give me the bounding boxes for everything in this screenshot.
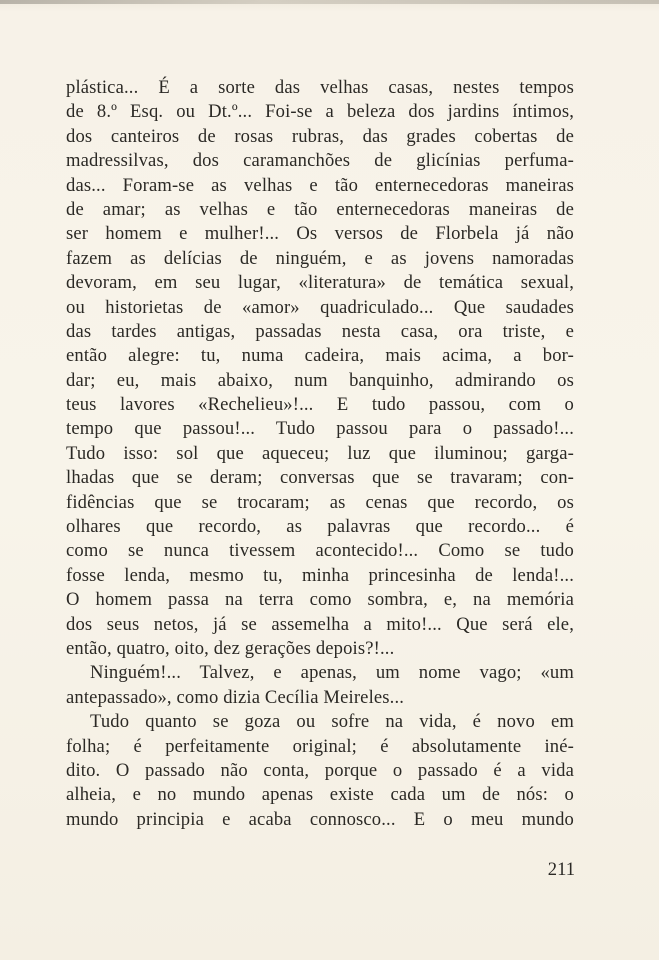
text-line: tempo que passou!... Tudo passou para o passado!... — [66, 418, 574, 440]
text-line: dito. O passado não conta, porque o passado é a vida — [66, 759, 574, 781]
text-line: madressilvas, dos caramanchões de glicínias perfuma- — [66, 150, 574, 172]
body-text — [66, 76, 574, 832]
text-line: olhares que recordo, as palavras que recordo... é — [66, 516, 574, 538]
text-line: devoram, em seu lugar, «literatura» de temática sexual, — [66, 272, 574, 294]
text-line: ser homem e mulher!... Os versos de Florbela já não — [66, 223, 574, 245]
text-line: dos canteiros de rosas rubras, das grades cobertas de — [66, 125, 574, 147]
text-line: Tudo quanto se goza ou sofre na vida, é novo em — [90, 711, 574, 733]
text-line: fazem as delícias de ninguém, e as jovens namoradas — [66, 247, 574, 269]
text-line: fosse lenda, mesmo tu, minha princesinha de lenda!... — [66, 564, 574, 586]
text-line: Ninguém!... Talvez, e apenas, um nome vago; «um — [90, 662, 574, 684]
text-line: alheia, e no mundo apenas existe cada um de nós: o — [66, 784, 574, 806]
text-line: das tardes antigas, passadas nesta casa, ora triste, e — [66, 320, 574, 342]
text-line: folha; é perfeitamente original; é absolutamente iné- — [66, 735, 574, 757]
text-line: das... Foram-se as velhas e tão enternecedoras maneiras — [66, 174, 574, 196]
text-line: fidências que se trocaram; as cenas que recordo, os — [66, 491, 574, 513]
text-line: plástica... É a sorte das velhas casas, nestes tempos — [66, 77, 574, 98]
text-line: Tudo isso: sol que aqueceu; luz que iluminou; garga- — [66, 442, 574, 464]
text-line: como se nunca tivessem acontecido!... Como se tudo — [66, 540, 574, 562]
page-number: 211 — [547, 859, 575, 880]
text-line: teus lavores «Rechelieu»!... E tudo passou, com o — [66, 394, 574, 416]
text-line: O homem passa na terra como sombra, e, na memória — [66, 589, 574, 611]
text-line: antepassado», como dizia Cecília Meireles... — [66, 686, 405, 708]
page-top-edge — [0, 0, 659, 4]
text-line: então alegre: tu, numa cadeira, mais acima, a bor- — [66, 345, 574, 367]
text-line: dos seus netos, já se assemelha a mito!... Que será ele, — [66, 613, 574, 635]
text-line: de amar; as velhas e tão enternecedoras maneiras de — [66, 198, 574, 220]
text-line: dar; eu, mais abaixo, num banquinho, admirando os — [66, 369, 574, 391]
text-line: mundo principia e acaba connosco... E o meu mundo — [66, 808, 574, 830]
text-line: lhadas que se deram; conversas que se travaram; con- — [66, 467, 574, 489]
text-line: então, quatro, oito, dez gerações depois?!... — [66, 637, 395, 659]
text-line: ou historietas de «amor» quadriculado... Que saudades — [66, 296, 574, 318]
text-line: de 8.º Esq. ou Dt.º... Foi-se a beleza dos jardins íntimos, — [66, 101, 574, 123]
